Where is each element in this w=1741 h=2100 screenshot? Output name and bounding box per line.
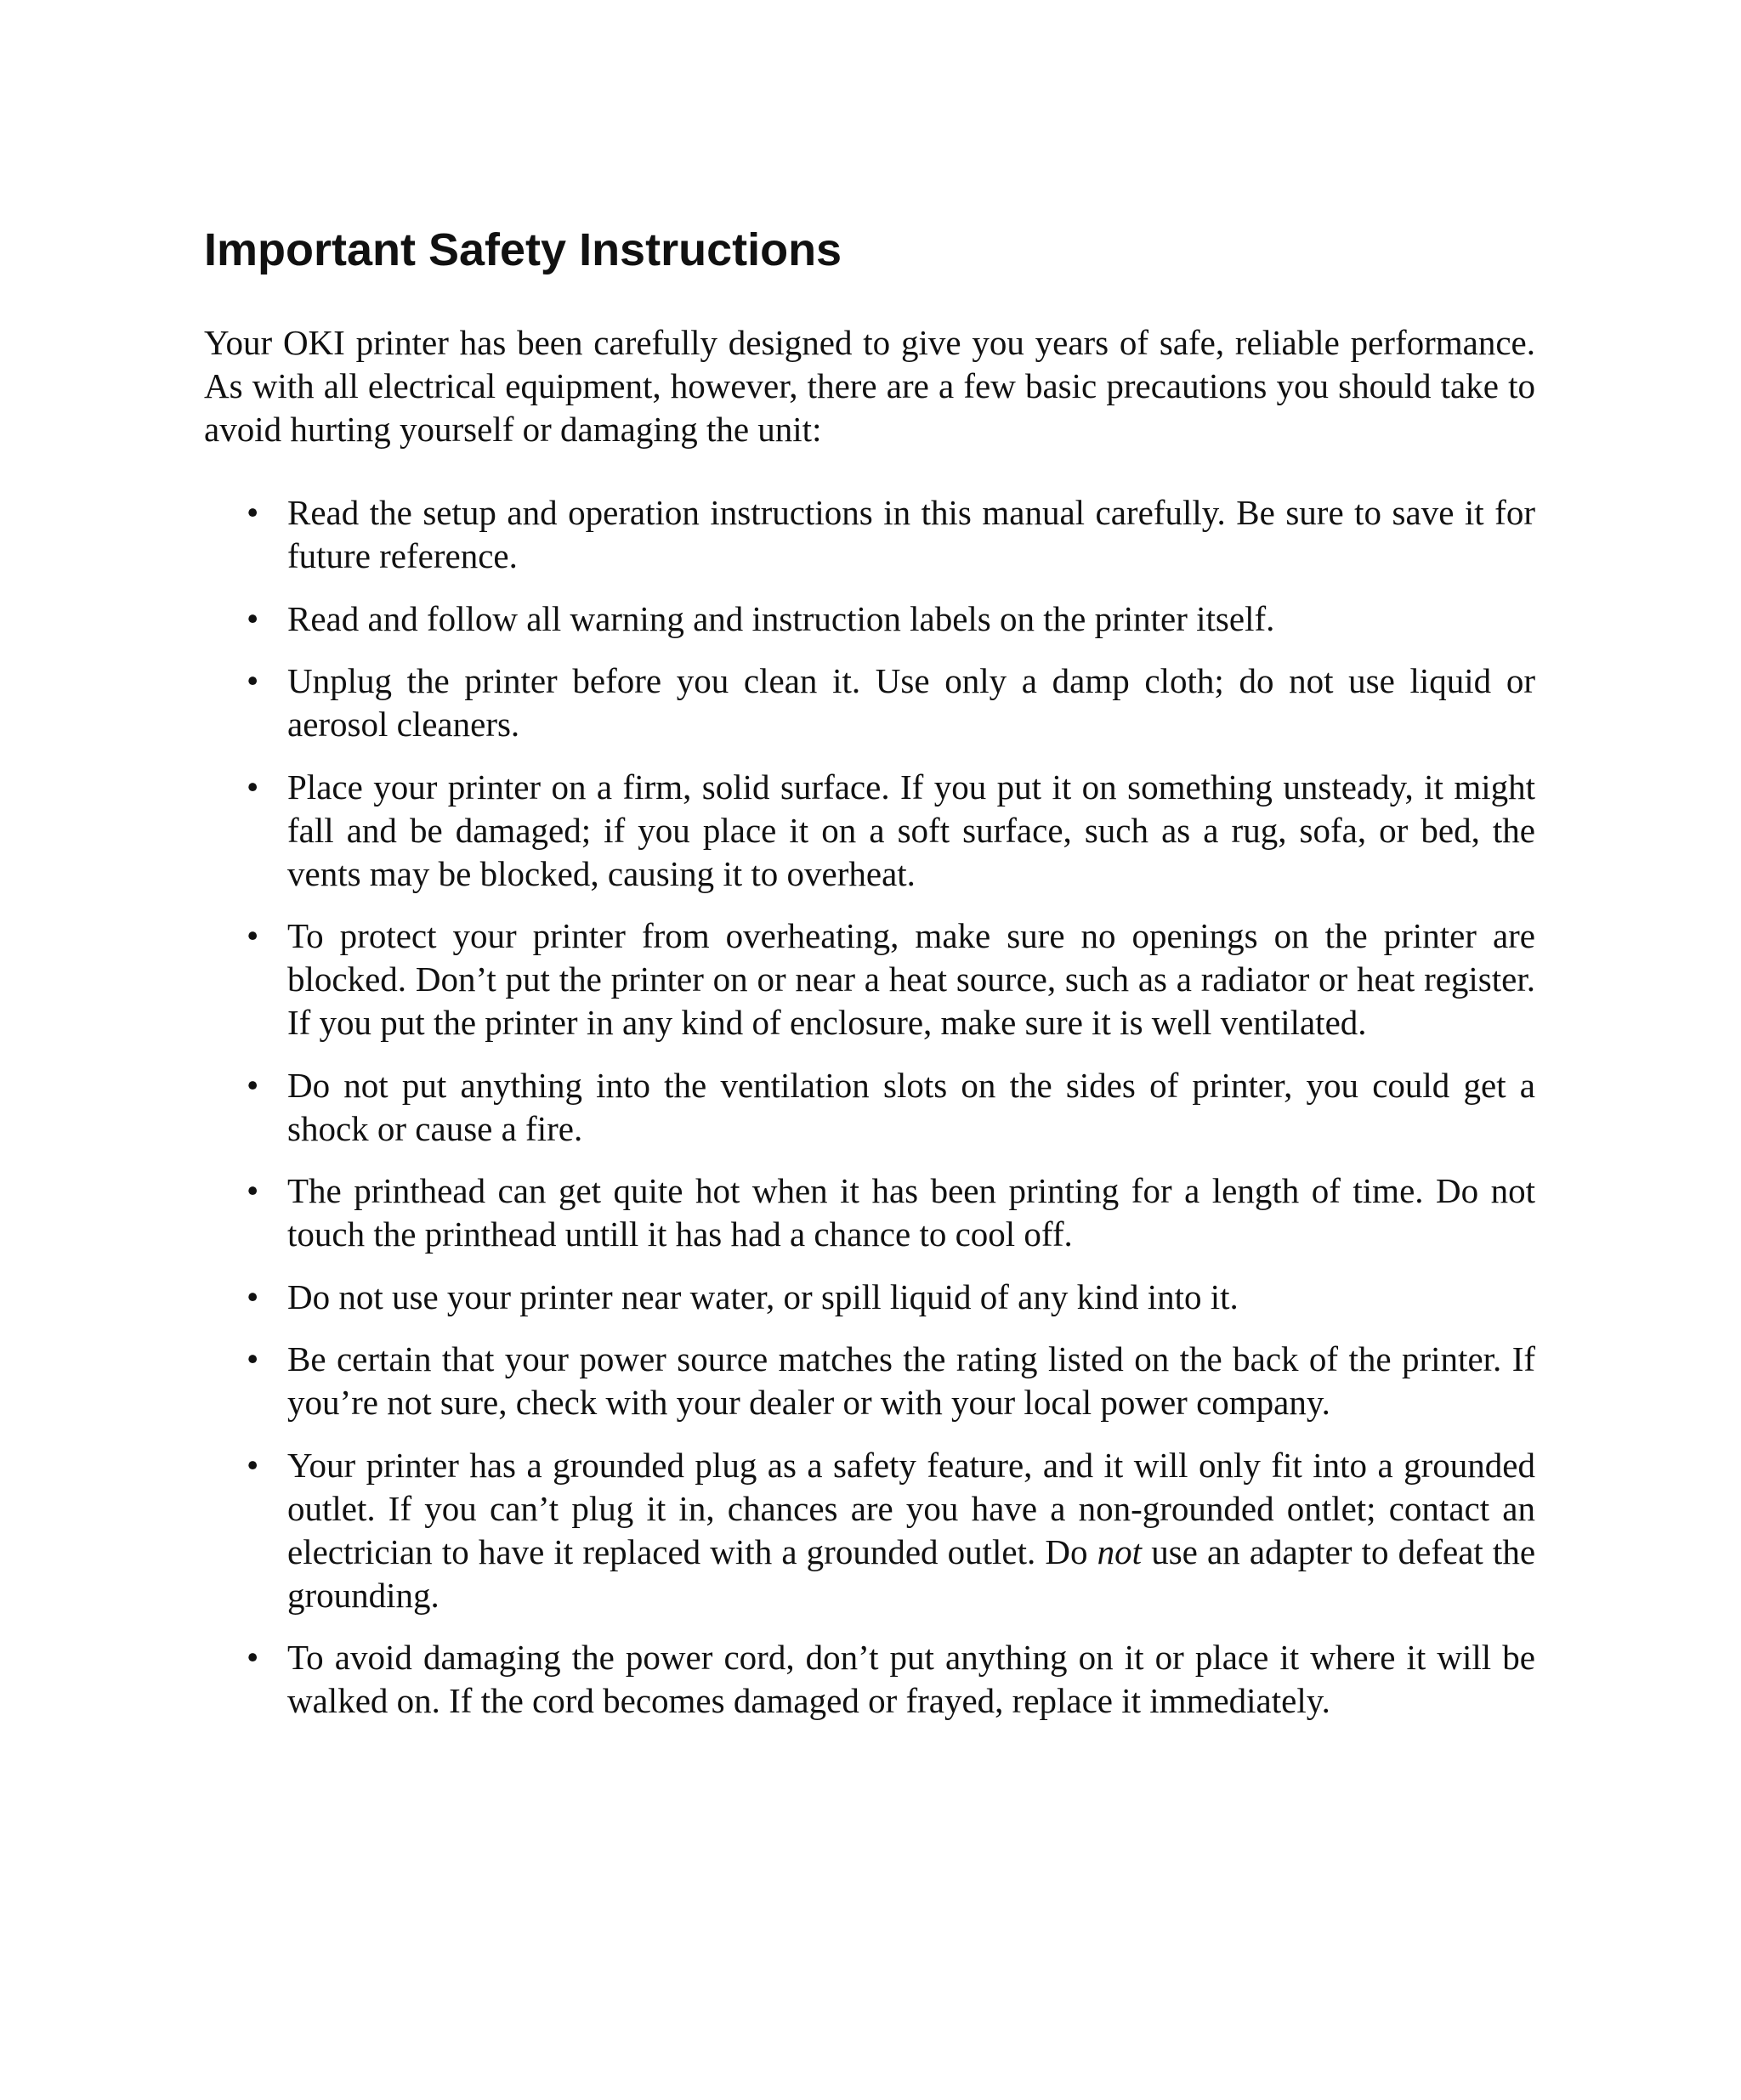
list-item-text: Do not put anything into the ventilation slots on the sides of printer, you could get a shock or cause a fire. [287,1065,1535,1148]
bullet-icon: • [247,916,259,955]
list-item-text: Unplug the printer before you clean it. Use only a damp cloth; do not use liquid or aerosol cleaners. [287,661,1535,744]
list-item [247,914,1535,1044]
list-item-text: Read and follow all warning and instruction labels on the printer itself. [287,598,1275,638]
list-item [247,1636,1535,1723]
list-item-text: The printhead can get quite hot when it has been printing for a length of time. Do not touch the printhead untill it has had a chance to cool off. [287,1171,1535,1254]
list-item [247,1276,1535,1319]
bullet-icon: • [247,1276,259,1316]
list-item [247,1064,1535,1151]
list-item [247,766,1535,896]
intro-paragraph: Your OKI printer has been carefully designed to give you years of safe, reliable performance. As with all electrical equipment, however, there are a few basic precautions you should take to avoid hurting yourself or damaging the unit: [204,323,1535,449]
list-item-text: Do not use your printer near water, or spill liquid of any kind into it. [287,1276,1239,1316]
bullet-icon: • [247,1339,259,1378]
bullet-icon: • [247,661,259,700]
safety-list [247,491,1535,1742]
list-item-text: To protect your printer from overheating, make sure no openings on the printer are blocked. Don’t put the printer on or near a heat source, such as a radiator or heat register. If you put the printer in any kind of enclosure, make sure it is well ventilated. [287,916,1535,1042]
bullet-icon: • [247,1445,259,1485]
bullet-icon: • [247,1171,259,1210]
list-item-text: To avoid damaging the power cord, don’t put anything on it or place it where it will be walked on. If the cord becomes damaged or frayed, replace it immediately. [287,1638,1535,1720]
bullet-icon: • [247,493,259,532]
page-title: Important Safety Instructions [204,224,842,275]
list-item [247,1169,1535,1256]
list-item [247,659,1535,746]
list-item [247,1444,1535,1617]
list-item-emphasis: not [1097,1531,1143,1571]
bullet-icon: • [247,767,259,807]
list-item [247,491,1535,578]
bullet-icon: • [247,1638,259,1677]
bullet-icon: • [247,598,259,638]
list-item-text-after: use an adapter to defeat the grounding. [287,1531,1536,1615]
list-item-text: Place your printer on a firm, solid surface. If you put it on something unsteady, it might fall and be damaged; if you place it on a soft surface, such as a rug, sofa, or bed, the vents may be blocked, causing it to overheat. [287,767,1535,893]
list-item-text: Be certain that your power source matches the rating listed on the back of the printer. If you’re not sure, check with your dealer or with your local power company. [287,1339,1535,1422]
list-item-text: Read the setup and operation instructions in this manual carefully. Be sure to save it for future reference. [287,493,1535,575]
list-item-text-before: Your printer has a grounded plug as a safety feature, and it will only fit into a grounded outlet. If you can’t plug it in, chances are you have a non-grounded ontlet; contact an electrician to have it replaced with a grounded outlet. Do [287,1445,1535,1571]
bullet-icon: • [247,1065,259,1105]
list-item [247,1338,1535,1424]
list-item [247,597,1535,641]
